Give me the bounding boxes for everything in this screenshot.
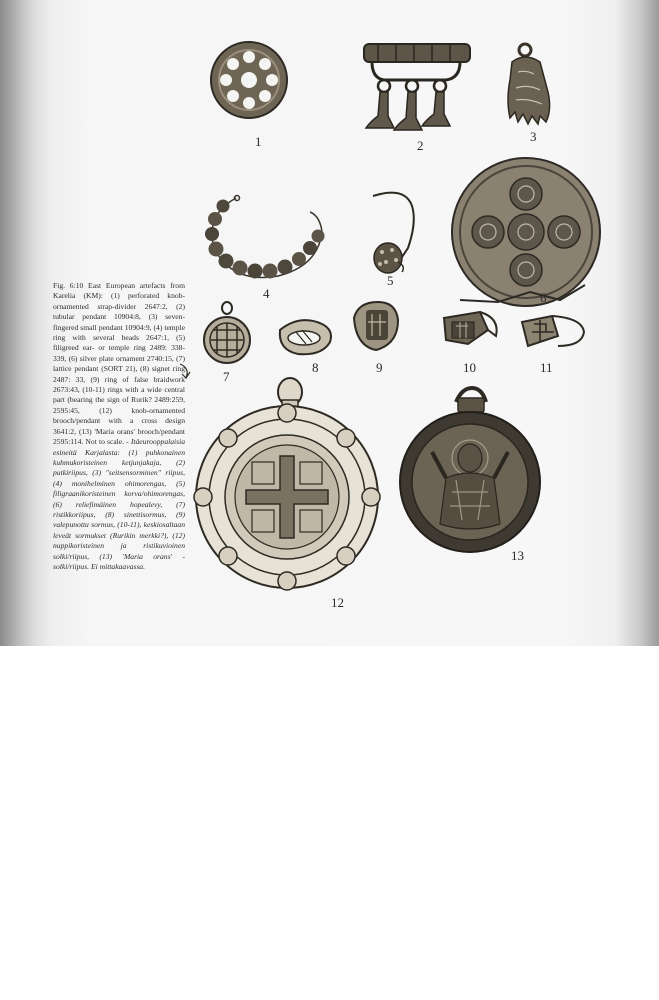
item-number-11: 11 bbox=[540, 360, 553, 375]
artefact-4-temple-ring-with-beads bbox=[205, 196, 325, 279]
artefact-1-strap-divider bbox=[211, 42, 287, 118]
artefact-12-knob-ornamented-brooch bbox=[194, 378, 380, 590]
item-number-2: 2 bbox=[417, 138, 424, 153]
artefact-9-false-braidwork-ring bbox=[354, 302, 398, 350]
item-number-1: 1 bbox=[255, 134, 262, 149]
item-number-12: 12 bbox=[331, 595, 344, 610]
artefact-2-tubular-pendant bbox=[364, 44, 470, 130]
item-number-8: 8 bbox=[312, 360, 319, 375]
artefact-13-maria-orans-pendant bbox=[400, 388, 540, 552]
item-number-9: 9 bbox=[376, 360, 383, 375]
artefact-7-lattice-pendant bbox=[204, 302, 250, 363]
item-number-4: 4 bbox=[263, 286, 270, 301]
item-number-5: 5 bbox=[387, 273, 394, 288]
caption-english: Fig. 6:10 East European artefacts from Karelia (KM): (1) perforated knob-ornamented strap-divider 2647:2, (2) tubular pendant 10904:8, (3) seven-fingered small pendant 10904:9, (4) temple ring with several beads 2647:1, (5) filigreed ear- or temple ring 2489: 338-339, (6) silver plate ornament 2740:15, (7) lattice pendant (SORT 21), (8) signet ring 2487: 33, (9) ring of false braidwork 2673:43, (10-11) rings with a wide central part (bearing the sign of Rurik? 2489:259, 2595:45, (12) knob-ornamented brooch/pendant with a cross design 3641:2, (13) 'Maria orans' brooch/pendant 2595:114. Not to scale. - bbox=[53, 281, 185, 447]
item-number-10: 10 bbox=[463, 360, 476, 375]
item-number-3: 3 bbox=[530, 129, 537, 144]
item-number-7: 7 bbox=[223, 369, 230, 384]
artefact-10-wide-ring bbox=[444, 312, 497, 344]
figure-caption bbox=[53, 281, 185, 572]
item-number-13: 13 bbox=[511, 548, 524, 563]
caption-finnish: Itäeurooppalaisia esineitä Karjalasta: (1) puhkonainen kuhmukoristeinen ketjunjakaja, (2) putkiriipus, (3) "seitsensorminen" riipus, (4) monihelminen ohimorengas, (5) filigraanikoristeinen korva/ohimorengas, (6) reliefimäinen hopealevy, (7) ristikkoriipus, (8) sinettisormus, (9) valepunottu sormus, (10-11), keskiosaltaan leveät sormukset (Rurikin merkki?), (12) nuppikoristeinen ja ristikuvioinen solki/riipus, (13) 'Maria orans' - solki/riipus. Ei mittakaavassa. bbox=[53, 437, 185, 571]
artefact-5-filigreed-ring bbox=[373, 193, 414, 273]
artefact-3-seven-fingered-pendant bbox=[508, 44, 550, 124]
item-number-6: 6 bbox=[540, 290, 547, 305]
artefact-6-silver-plate-ornament bbox=[452, 158, 600, 306]
artefact-8-signet-ring bbox=[280, 320, 331, 354]
artefact-11-wide-ring bbox=[522, 316, 584, 346]
